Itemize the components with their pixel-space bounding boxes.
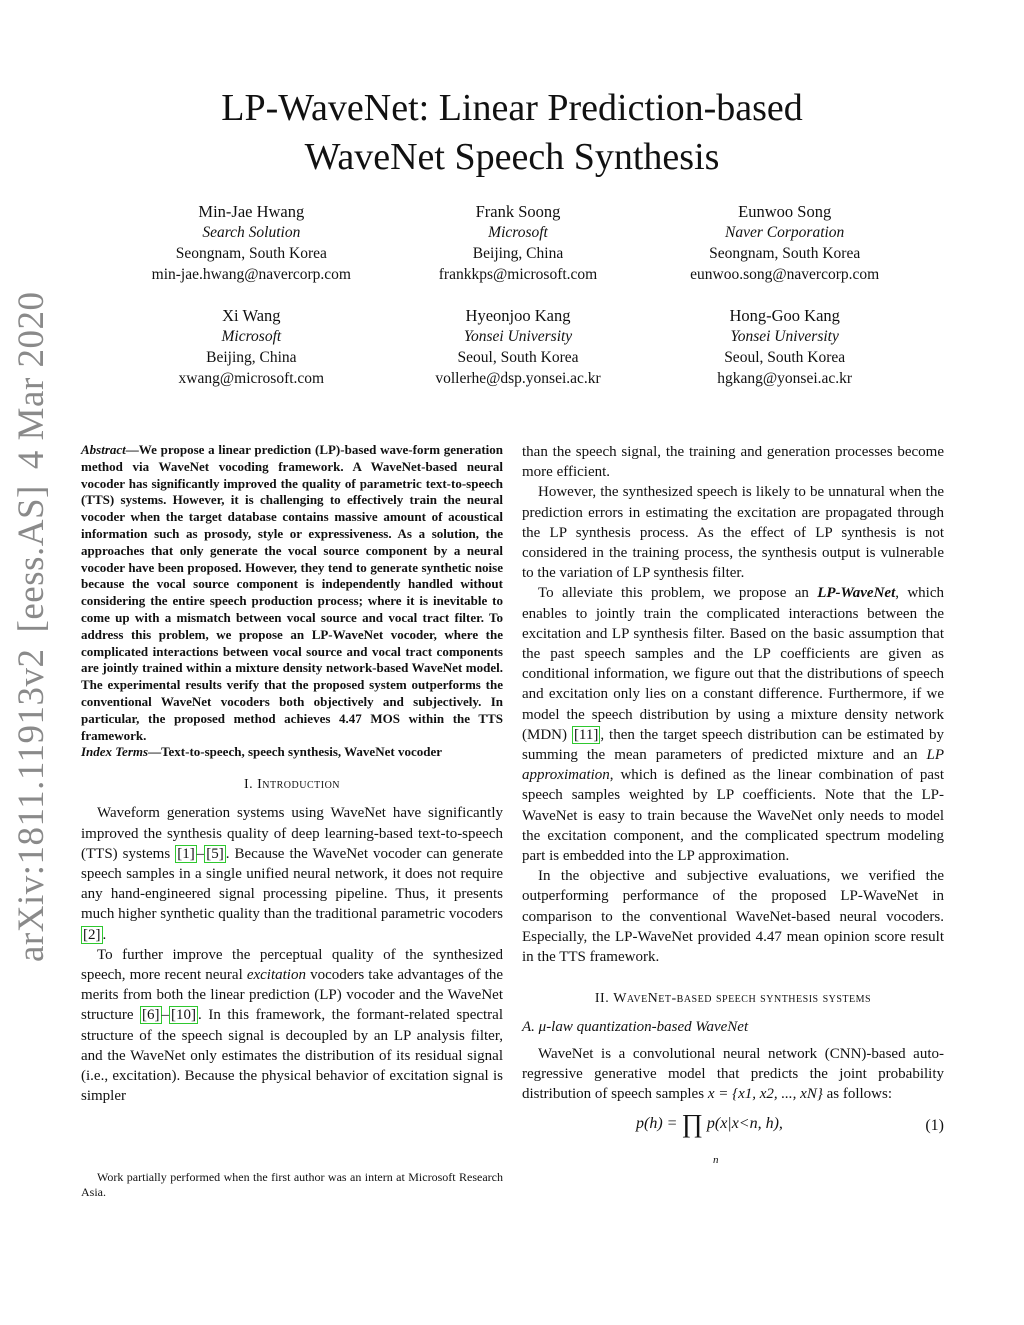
abstract: Abstract—We propose a linear prediction (LP)-based wave-form generation method via WaveNet vocoding framework. A WaveNet-based neural vocoder has significantly improved the quality of parametric text-to-speech (TTS) systems. However, it is challenging to effectively train the neural vocoder when the target database contains massive amount of acoustical information such as prosody, style or expressiveness. As a solution, the approaches that only generate the vocal source component by a neural vocoder have been proposed. However, they tend to generate synthetic noise because the vocal source component is independently handled without considering the entire speech production process; where it is inevitable to come up with a mismatch between vocal source and vocal tract filter. To address this problem, we propose an LP-WaveNet vocoder, where the complicated interactions between vocal source and vocal tract components are jointly trained within a mixture density network-based WaveNet model. The experimental results verify that the proposed system outperforms the conventional WaveNet vocoders both objectively and subjectively. In particular, the proposed method achieves 4.47 MOS within the TTS framework. <box>81 442 503 743</box>
citation-link[interactable]: [6] <box>142 1007 160 1024</box>
equation-number: (1) <box>925 1117 944 1135</box>
author-block: Min-Jae Hwang Search Solution Seongnam, South Korea min-jae.hwang@navercorp.com <box>118 201 385 285</box>
author-email: xwang@microsoft.com <box>178 370 325 387</box>
author-email: hgkang@yonsei.ac.kr <box>717 370 853 387</box>
equation-body: p(h) = ∏ p(x|x<n, h), n <box>636 1109 783 1167</box>
section-heading-wavenet: II. WaveNet-based speech synthesis systems <box>594 991 872 1007</box>
author-row-2 <box>118 305 918 389</box>
footnote: Work partially performed when the first author was an intern at Microsoft Research Asia. <box>81 1170 503 1199</box>
left-column <box>81 442 503 1106</box>
author-block: Xi Wang Microsoft Beijing, China xwang@microsoft.com <box>118 305 385 389</box>
section-heading-introduction: I. Introduction <box>243 777 341 793</box>
right-column <box>522 442 944 1167</box>
author-block: Eunwoo Song Naver Corporation Seongnam, South Korea eunwoo.song@navercorp.com <box>651 201 918 285</box>
author-email: min-jae.hwang@navercorp.com <box>151 266 351 283</box>
citation-link[interactable]: [1] <box>177 845 195 862</box>
author-email: frankkps@microsoft.com <box>438 266 598 283</box>
author-block: Frank Soong Microsoft Beijing, China frankkps@microsoft.com <box>385 201 652 285</box>
paragraph: WaveNet is a convolutional neural network (CNN)-based auto-regressive generative model that predicts the joint probability distribution of speech samples x = {x1, x2, ..., xN} as follows: <box>522 1045 944 1103</box>
citation-link[interactable]: [2] <box>83 926 101 943</box>
author-row-1 <box>118 201 918 285</box>
intro-paragraph-1: Waveform generation systems using WaveNet have significantly improved the synthesis quality of deep learning-based text-to-speech (TTS) systems [1] – [5] . Because the WaveNet vocoder can generate speech samples in a single unified neural network, it does not require any hand-engineered signal processing pipeline. Thus, it presents much higher synthetic quality than the traditional parametric vocoders [2] . <box>81 805 503 943</box>
author-email: eunwoo.song@navercorp.com <box>690 266 880 283</box>
intro-paragraph-2: To further improve the perceptual quality of the synthesized speech, more recent neural excitation vocoders take advantages of the merits from both the linear prediction (LP) vocoder and the WaveNet structure [6] – [10] . In this framework, the formant-related spectral structure of the speech signal is decoupled by an LP analysis filter, and the WaveNet only estimates the distribution of its residual signal (i.e., excitation). Because the physical behavior of excitation signal is simpler <box>81 946 504 1105</box>
author-email: vollerhe@dsp.yonsei.ac.kr <box>435 370 601 387</box>
equation-1 <box>522 1108 944 1167</box>
arxiv-identifier: arXiv:1811.11913v2 [eess.AS] 4 Mar 2020 <box>11 291 52 962</box>
paper-title: LP-WaveNet: Linear Prediction-based WaveNet Speech Synthesis <box>221 87 803 178</box>
author-block: Hong-Goo Kang Yonsei University Seoul, South Korea hgkang@yonsei.ac.kr <box>651 305 918 389</box>
index-terms: Index Terms—Text-to-speech, speech synthesis, WaveNet vocoder <box>81 744 442 760</box>
author-block: Hyeonjoo Kang Yonsei University Seoul, South Korea vollerhe@dsp.yonsei.ac.kr <box>385 305 652 389</box>
paragraph: than the speech signal, the training and generation processes become more efficient. <box>522 444 944 481</box>
subsection-heading: A. μ-law quantization-based WaveNet <box>522 1019 749 1036</box>
paragraph: However, the synthesized speech is likely to be unnatural when the prediction errors in estimating the excitation are propagated through the LP synthesis process. As the effect of LP synthesis is not considered in the training process, the synthesis output is vulnerable to the variation of LP synthesis filter. <box>522 484 944 582</box>
citation-link[interactable]: [5] <box>206 845 224 862</box>
citation-link[interactable]: [11] <box>573 726 599 743</box>
paragraph: To alleviate this problem, we propose an LP-WaveNet, which enables to jointly train the complicated interactions between the excitation and LP synthesis filter. Based on the basic assumption that the past speech samples and the LP coefficients are given as conditional information, we figure out that the distributions of speech and excitation only lies on a constant difference. Furthermore, if we model the speech distribution by using a mixture density network (MDN) [11] , then the target speech distribution can be estimated by summing the mean parameters of predicted mixture and an LP approximation, which is defined as the linear combination of past speech samples weighted by LP coefficients. Note that the LP-WaveNet is easy to train because the WaveNet only needs to model the excitation component, and the complicated spectrum modeling part is embedded into the LP approximation. <box>522 585 944 865</box>
paragraph: In the objective and subjective evaluations, we verified the outperforming performance of the proposed LP-WaveNet in comparison to the conventional WaveNet-based neural vocoders. Especially, the LP-WaveNet provided 4.47 mean opinion score result in the TTS framework. <box>522 868 944 966</box>
citation-link[interactable]: [10] <box>171 1007 197 1024</box>
